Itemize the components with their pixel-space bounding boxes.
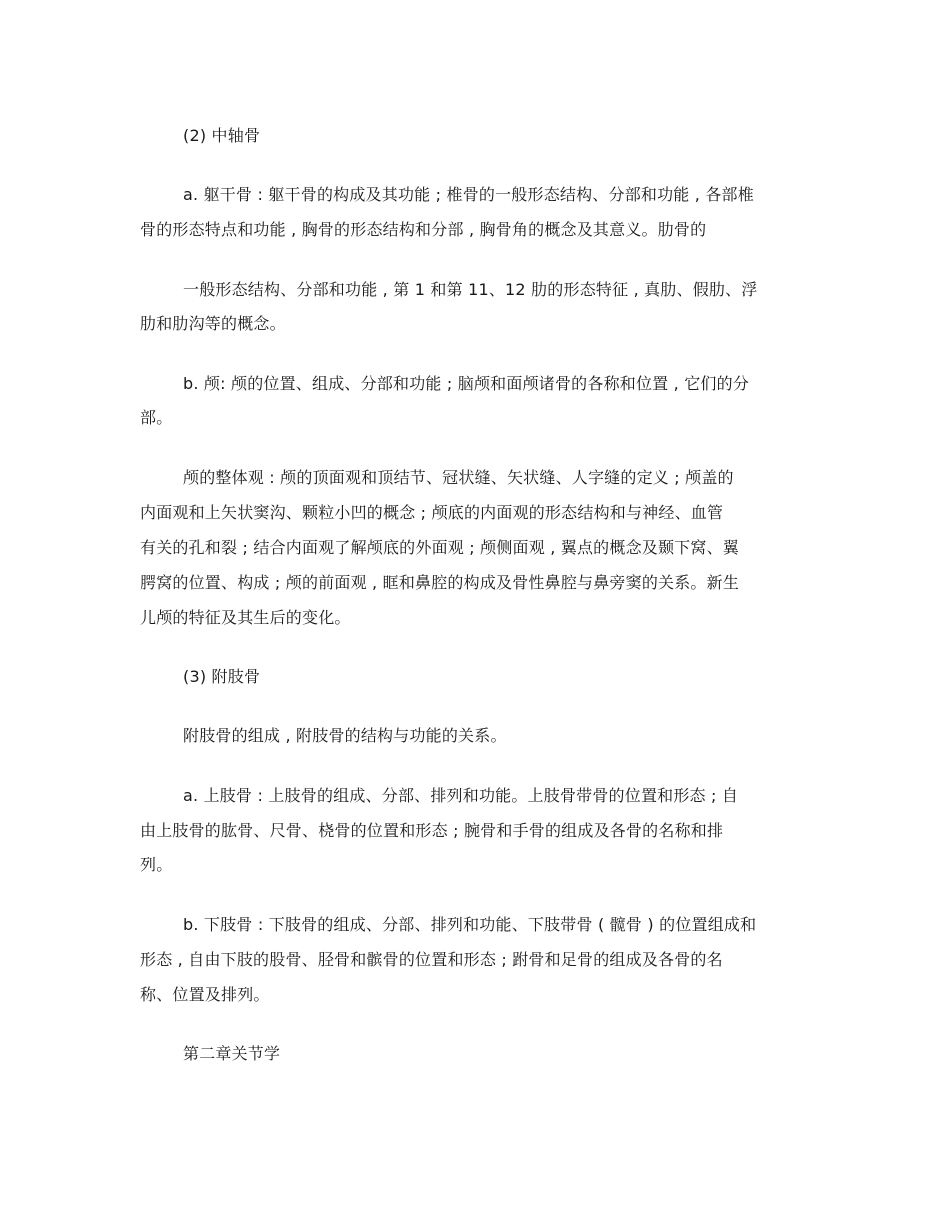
- paragraph-skull-overview-line-4: 腭窝的位置、构成 ; 颅的前面观 , 眶和鼻腔的构成及骨性鼻腔与鼻旁窦的关系。新生: [140, 573, 740, 592]
- paragraph-skull-overview-line-2: 内面观和上矢状窦沟、颗粒小凹的概念 ; 颅底的内面观的形态结构和与神经、血管: [140, 503, 724, 522]
- paragraph-trunk-bones-line-2: 骨的形态特点和功能 , 胸骨的形态结构和分部 , 胸骨角的概念及其意义。肋骨的: [140, 220, 707, 239]
- paragraph-ribs-line-2: 肋和肋沟等的概念。: [140, 314, 286, 333]
- paragraph-ribs-line-1: 一般形态结构、分部和功能 , 第 1 和第 11、12 肋的形态特征 , 真肋、假肋、浮: [183, 280, 758, 299]
- paragraph-upper-limb-line-1: a. 上肢骨 : 上肢骨的组成、分部、排列和功能。上肢骨带骨的位置和形态 ; 自: [183, 786, 739, 805]
- section-heading-axial-skeleton: (2) 中轴骨: [183, 126, 261, 145]
- section-heading-appendicular-skeleton: (3) 附肢骨: [183, 667, 261, 686]
- paragraph-skull-overview-line-3: 有关的孔和裂 ; 结合内面观了解颅底的外面观 ; 颅侧面观 , 翼点的概念及颞下窝、翼: [140, 538, 739, 557]
- paragraph-upper-limb-line-3: 列。: [140, 855, 173, 874]
- paragraph-lower-limb-line-2: 形态 , 自由下肢的股骨、胫骨和髌骨的位置和形态 ; 跗骨和足骨的组成及各骨的名: [140, 950, 723, 969]
- paragraph-upper-limb-line-2: 由上肢骨的肱骨、尺骨、桡骨的位置和形态 ; 腕骨和手骨的组成及各骨的名称和排: [140, 821, 724, 840]
- paragraph-skull-overview-line-1: 颅的整体观 : 颅的顶面观和顶结节、冠状缝、矢状缝、人字缝的定义 ; 颅盖的: [183, 468, 734, 487]
- paragraph-lower-limb-line-1: b. 下肢骨 : 下肢骨的组成、分部、排列和功能、下肢带骨 ( 髋骨 ) 的位置组成和: [183, 915, 757, 934]
- paragraph-skull-line-1: b. 颅: 颅的位置、组成、分部和功能 ; 脑颅和面颅诸骨的各称和位置 , 它们的分: [183, 374, 750, 393]
- paragraph-skull-overview-line-5: 儿颅的特征及其生后的变化。: [140, 608, 351, 627]
- chapter-heading-arthrology: 第二章关节学: [183, 1044, 281, 1063]
- paragraph-appendicular-overview: 附肢骨的组成 , 附肢骨的结构与功能的关系。: [183, 726, 507, 745]
- paragraph-trunk-bones-line-1: a. 躯干骨 : 躯干骨的构成及其功能 ; 椎骨的一般形态结构、分部和功能 , 各部椎: [183, 185, 754, 204]
- paragraph-lower-limb-line-3: 称、位置及排列。: [140, 985, 270, 1004]
- paragraph-skull-line-2: 部。: [140, 408, 173, 427]
